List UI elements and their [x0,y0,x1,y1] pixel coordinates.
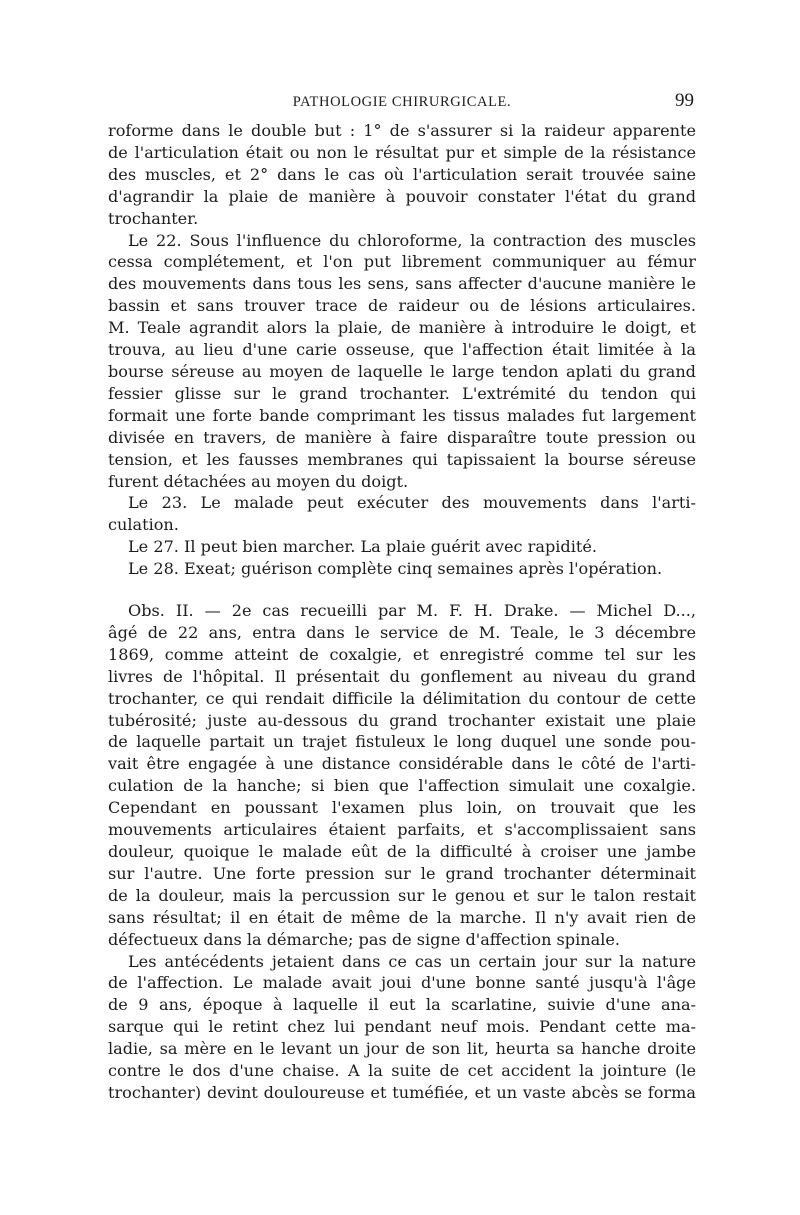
text-line: trochanter) devint douloureuse et tuméfiée, et un vaste abcès se forma [108,1082,696,1102]
text-line: défectueux dans la démarche; pas de signe d'affection spinale. [108,929,621,949]
text-line: Les antécédents jetaient dans ce cas un certain jour sur la nature [128,951,696,971]
text-line: mouvements articulaires étaient parfaits, et s'accomplissaient sans [108,820,696,840]
text-line: de l'articulation était ou non le résultat pur et simple de la résistance [108,142,696,162]
text-line: de 9 ans, époque à laquelle il eut la scarlatine, suivie d'une ana- [108,995,696,1015]
text-line: culation. [108,515,179,535]
text-line: contre le dos d'une chaise. A la suite de cet accident la jointure (le [108,1061,696,1081]
section-gap [108,580,696,600]
running-title: PATHOLOGIE CHIRURGICALE. [292,94,512,110]
text-line: livres de l'hôpital. Il présentait du gonflement au niveau du grand [108,666,696,686]
paragraph [108,120,696,230]
text-line: tubérosité; juste au-dessous du grand trochanter existait une plaie [108,710,696,730]
text-line: Le 27. Il peut bien marcher. La plaie guérit avec rapidité. [128,537,597,557]
text-line: des muscles, et 2° dans le cas où l'articulation serait trouvée saine [108,164,696,184]
text-line: Le 22. Sous l'influence du chloroforme, la contraction des muscles [128,230,696,250]
paragraph [108,230,696,493]
page-number: 99 [675,90,694,111]
text-line: fessier glisse sur le grand trochanter. L'extrémité du tendon qui [108,383,696,403]
text-line: douleur, quoique le malade eût de la difficulté à croiser une jambe [108,842,696,861]
paragraph [108,492,696,536]
running-head [108,90,696,120]
text-line: culation de la hanche; si bien que l'affection simulait une coxalgie. [108,776,696,796]
text-body [108,120,696,1104]
text-line: cessa complétement, et l'on put librement communiquer au fémur [108,252,696,272]
text-line: vait être engagée à une distance considérable dans le côté de l'arti- [108,754,696,774]
text-line: formait une forte bande comprimant les tissus malades fut largement [108,405,696,425]
text-line: trochanter. [108,208,199,228]
text-line: bassin et sans trouver trace de raideur ou de lésions articulaires. [108,296,696,316]
text-line: sarque qui le retint chez lui pendant neuf mois. Pendant cette ma- [108,1017,696,1037]
text-line: ladie, sa mère en le levant un jour de son lit, heurta sa hanche droite [108,1039,696,1059]
paragraph [108,951,696,1104]
text-line: trouva, au lieu d'une carie osseuse, que l'affection était limitée à la [108,340,696,360]
text-line: bourse séreuse au moyen de laquelle le large tendon aplati du grand [108,361,696,381]
paragraph [108,536,696,558]
text-line: Obs. II. — 2e cas recueilli par M. F. H. Drake. — Michel D..., [128,601,696,621]
text-line: trochanter, ce qui rendait difficile la délimitation du contour de cette [108,688,696,708]
text-line: de laquelle partait un trajet fistuleux le long duquel une sonde pou- [108,732,696,752]
text-line: M. Teale agrandit alors la plaie, de manière à introduire le doigt, et [108,318,696,338]
text-line: d'agrandir la plaie de manière à pouvoir constater l'état du grand [108,186,696,206]
text-line: sur l'autre. Une forte pression sur le grand trochanter déterminait [108,863,696,883]
text-line: âgé de 22 ans, entra dans le service de M. Teale, le 3 décembre [108,622,696,642]
text-line: Cependant en poussant l'examen plus loin, on trouvait que les [108,798,696,818]
text-line: de la douleur, mais la percussion sur le genou et sur le talon restait [108,885,696,905]
book-page [108,90,696,1104]
text-line: roforme dans le double but : 1° de s'assurer si la raideur apparente [108,121,696,140]
text-line: furent détachées au moyen du doigt. [108,471,409,491]
text-line: divisée en travers, de manière à faire disparaître toute pression ou [108,427,696,447]
text-line: sans résultat; il en était de même de la marche. Il n'y avait rien de [108,907,696,927]
text-line: 1869, comme atteint de coxalgie, et enregistré comme tel sur les [108,644,696,664]
paragraph [108,558,696,580]
text-line: de l'affection. Le malade avait joui d'une bonne santé jusqu'à l'âge [108,973,696,993]
text-line: Le 23. Le malade peut exécuter des mouvements dans l'arti- [128,493,696,513]
text-line: des mouvements dans tous les sens, sans affecter d'aucune manière le [108,274,696,294]
paragraph [108,600,696,951]
text-line: tension, et les fausses membranes qui tapissaient la bourse séreuse [108,449,696,469]
text-line: Le 28. Exeat; guérison complète cinq semaines après l'opération. [128,559,663,579]
